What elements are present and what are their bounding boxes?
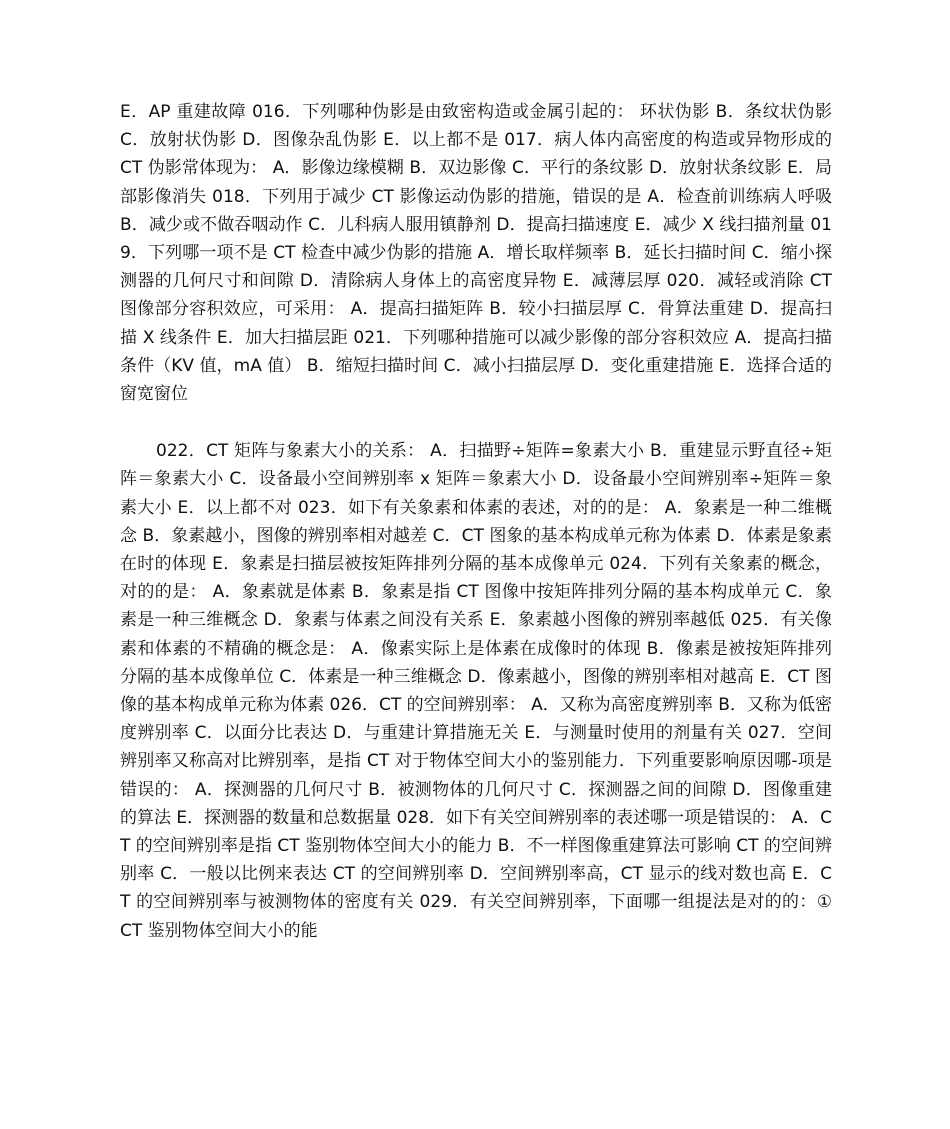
paragraph-2: 022．CT 矩阵与象素大小的关系： A．扫描野÷矩阵=象素大小 B．重建显示野直径÷矩阵＝象素大小 C．设备最小空间辨别率 x 矩阵＝象素大小 D．设备最小空间辨别率÷矩阵＝象素大小 E．以上都不对 023．如下有关象素和体素的表述，对的的是： A．象素是一种二维概念 B．象素越小，图像的辨别率相对越差 C．CT 图象的基本构成单元称为体素 D．体素是象素在时的体现 E．象素是扫描层被按矩阵排列分隔的基本成像单元 024．下列有关象素的概念，对的的是： A．象素就是体素 B．象素是指 CT 图像中按矩阵排列分隔的基本构成单元 C．象素是一种三维概念 D．象素与体素之间没有关系 E．象素越小图像的辨别率越低 025．有关像素和体素的不精确的概念是： A．像素实际上是体素在成像时的体现 B．像素是被按矩阵排列分隔的基本成像单位 C．体素是一种三维概念 D．像素越小，图像的辨别率相对越高 E．CT 图像的基本构成单元称为体素 026．CT 的空间辨别率： A．又称为高密度辨别率 B．又称为低密度辨别率 C．以面分比表达 D．与重建计算措施无关 E．与测量时使用的剂量有关 027．空间辨别率又称高对比辨别率，是指 CT 对于物体空间大小的鉴别能力．下列重要影响原因哪-项是错误的： A．探测器的几何尺寸 B．被测物体的几何尺寸 C．探测器之间的间隙 D．图像重建的算法 E．探测器的数量和总数据量 028．如下有关空间辨别率的表述哪一项是错误的： A．CT 的空间辨别率是指 CT 鉴别物体空间大小的能力 B．不一样图像重建算法可影响 CT 的空间辨别率 C．一般以比例来表达 CT 的空间辨别率 D．空间辨别率高，CT 显示的线对数也高 E．CT 的空间辨别率与被测物体的密度有关 029．有关空间辨别率，下面哪一组提法是对的的：① CT 鉴别物体空间大小的能	[120, 441, 832, 941]
paragraph-1: E．AP 重建故障 016．下列哪种伪影是由致密构造或金属引起的： 环状伪影 B．条纹状伪影 C．放射状伪影 D．图像杂乱伪影 E．以上都不是 017．病人体内高密度的构造或异物形成的 CT 伪影常体现为： A．影像边缘模糊 B．双边影像 C．平行的条纹影 D．放射状条纹影 E．局部影像消失 018．下列用于减少 CT 影像运动伪影的措施，错误的是 A．检查前训练病人呼吸 B．减少或不做吞咽动作 C．儿科病人服用镇静剂 D．提高扫描速度 E．减少 X 线扫描剂量 019．下列哪一项不是 CT 检查中减少伪影的措施 A．增长取样频率 B．延长扫描时间 C．缩小探测器的几何尺寸和间隙 D．清除病人身体上的高密度异物 E．减薄层厚 020．减轻或消除 CT 图像部分容积效应，可采用： A．提高扫描矩阵 B．较小扫描层厚 C．骨算法重建 D．提高扫描 X 线条件 E．加大扫描层距 021．下列哪种措施可以减少影像的部分容积效应 A．提高扫描条件（KV 值，mA 值） B．缩短扫描时间 C．减小扫描层厚 D．变化重建措施 E．选择合适的窗宽窗位	[120, 102, 832, 405]
document-body	[120, 98, 832, 945]
